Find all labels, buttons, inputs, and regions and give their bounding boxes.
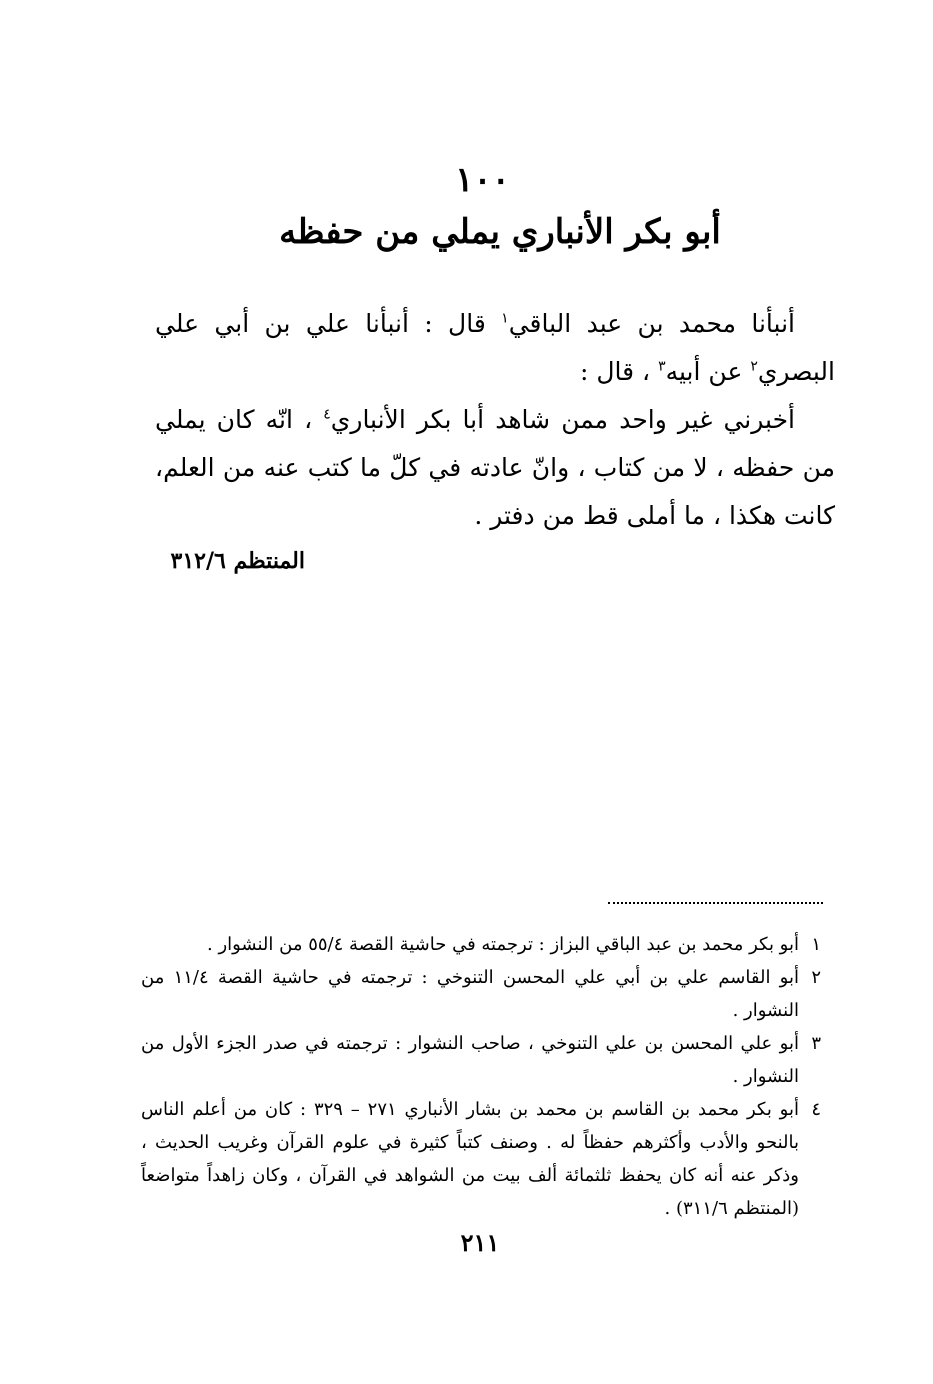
footnote-number: ٢ xyxy=(811,967,821,988)
footnote-number: ١ xyxy=(811,934,821,955)
body-text: أخبرني غير واحد ممن شاهد أبا بكر الأنباري xyxy=(330,405,795,434)
story-number: ١٠٠ xyxy=(455,160,510,200)
footnote-1 xyxy=(141,928,821,961)
source-citation: المنتظم ٣١٢/٦ xyxy=(170,548,305,574)
footnote-2 xyxy=(141,961,821,1027)
footnote-divider xyxy=(608,902,823,904)
story-body xyxy=(155,300,835,540)
footnote-text: أبو بكر محمد بن عبد الباقي البزاز : ترجمته في حاشية القصة ٥٥/٤ من النشوار . xyxy=(207,934,799,955)
body-text: قال : أنبأنا علي بن أبي علي البصري xyxy=(155,309,835,386)
body-paragraph-2 xyxy=(155,396,835,540)
footnote-ref-4: ٤ xyxy=(323,406,331,423)
body-text: أنبأنا محمد بن عبد الباقي xyxy=(508,309,796,338)
footnote-ref-2: ٢ xyxy=(750,358,758,375)
story-title: أبو بكر الأنباري يملي من حفظه xyxy=(279,212,721,252)
footnote-ref-3: ٣ xyxy=(658,358,666,375)
footnote-4 xyxy=(141,1093,821,1225)
footnote-ref-1: ١ xyxy=(501,310,509,327)
footnote-text: أبو بكر محمد بن القاسم بن محمد بن بشار الأنباري ٢٧١ – ٣٢٩ : كان من أعلم الناس بالنحو والأدب وأكثرهم حفظاً له . وصنف كتباً كثيرة في علوم القرآن وغريب الحديث ، وذكر عنه أنه كان يحفظ ثلثمائة ألف بيت من الشواهد في القرآن ، وكان زاهداً متواضعاً (المنتظم ٣١١/٦) . xyxy=(141,1099,799,1219)
footnote-number: ٤ xyxy=(811,1099,821,1120)
footnote-text: أبو علي المحسن بن علي التنوخي ، صاحب النشوار : ترجمته في صدر الجزء الأول من النشوار . xyxy=(141,1033,799,1087)
body-paragraph-1 xyxy=(155,300,835,396)
footnote-number: ٣ xyxy=(811,1033,821,1054)
footnote-3 xyxy=(141,1027,821,1093)
body-text: ، قال : xyxy=(580,357,659,386)
page-number: ٢١١ xyxy=(460,1228,500,1257)
body-text: عن أبيه xyxy=(665,357,751,386)
body-text: ، انّه كان يملي من حفظه ، لا من كتاب ، وانّ عادته في كلّ ما كتب عنه من العلم، كانت هكذا ، ما أملى قط من دفتر . xyxy=(155,405,835,530)
footnote-text: أبو القاسم علي بن أبي علي المحسن التنوخي : ترجمته في حاشية القصة ١١/٤ من النشوار . xyxy=(141,967,799,1021)
footnotes xyxy=(141,928,821,1225)
